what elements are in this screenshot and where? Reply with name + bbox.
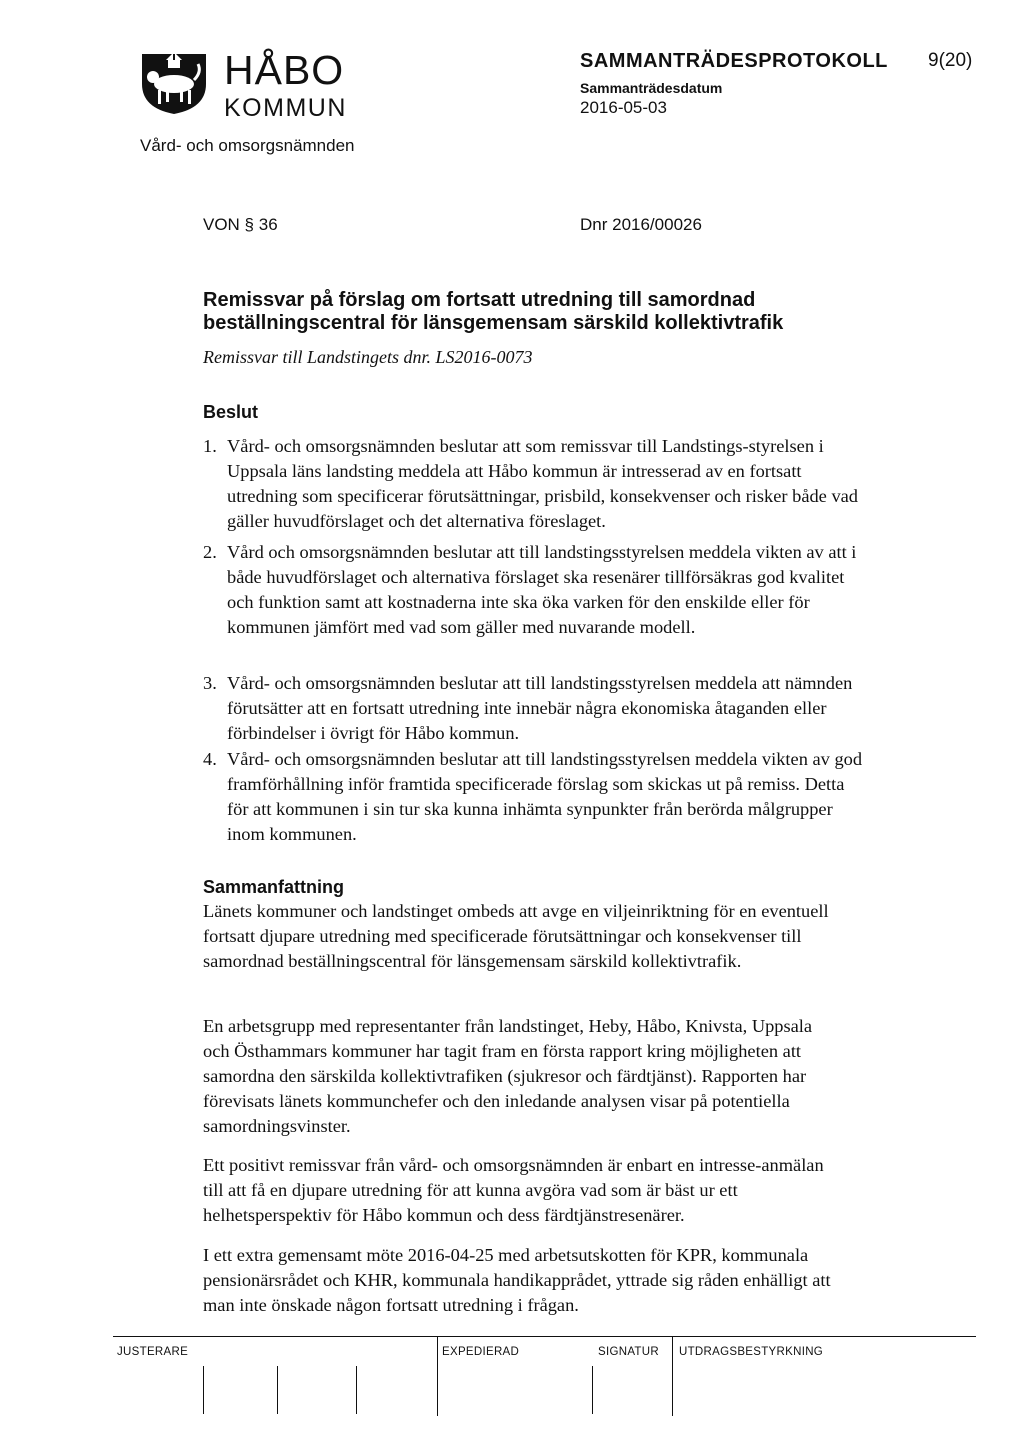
decision-item-text: Vård- och omsorgsnämnden beslutar att som remissvar till Landstings-styrelsen i Uppsala läns landsting meddela att Håbo kommun är intresserad av en fortsatt utredning som specificerar förutsättningar, prisbild, konsekvenser och risker både vad gäller huvudförslaget och det alternativa föreslaget. bbox=[227, 436, 858, 531]
decision-item-number: 1. bbox=[203, 436, 217, 456]
summary-paragraph: En arbetsgrupp med representanter från landstinget, Heby, Håbo, Knivsta, Uppsala och Östhammars kommuner har tagit fram en första rapport kring möjligheten att samordna den särskilda kollektivtrafiken (sjukresor och färdtjänst). Rapporten har förevisats länets kommunchefer och den inledande analysen visar på potentiella samordningsvinster. bbox=[203, 1016, 813, 1136]
diary-number: Dnr 2016/00026 bbox=[580, 215, 702, 234]
decision-item-text: Vård- och omsorgsnämnden beslutar att till landstingsstyrelsen meddela att nämnden förutsätter att en fortsatt utredning inte innebär några ekonomiska åtaganden eller förbindelser i övrigt för Håbo kommun. bbox=[227, 673, 853, 743]
decision-item-text: Vård och omsorgsnämnden beslutar att till landstingsstyrelsen meddela vikten av att i både huvudförslaget och alternativa förslaget ska resenärer tillförsäkras god kvalitet och funktion samt att kostnaderna inte ska öka varken för den enskilde eller för kommunen jämfört med vad som gäller med nuvarande modell. bbox=[227, 542, 857, 637]
signature-box-divider bbox=[592, 1366, 593, 1414]
signatur-label: SIGNATUR bbox=[598, 1346, 659, 1358]
decision-item-text: Vård- och omsorgsnämnden beslutar att till landstingsstyrelsen meddela vikten av god framförhållning inför framtida specificerade förslag som skickas ut på remiss. Detta för att kommunen i sin tur ska kunna inhämta synpunkter från berörda målgrupper inom kommunen. bbox=[227, 749, 863, 844]
committee-name: Vård- och omsorgsnämnden bbox=[140, 136, 355, 155]
summary-paragraph: Länets kommuner och landstinget ombeds att avge en viljeinriktning för en eventuell fortsatt djupare utredning med specificerade förutsättningar och konsekvenser till samordnad beställningscentral för länsgemensam särskild kollektivtrafik. bbox=[203, 901, 829, 971]
justerare-label: JUSTERARE bbox=[117, 1346, 189, 1358]
brand-subtitle: KOMMUN bbox=[224, 94, 347, 122]
brand-name: HÅBO bbox=[224, 47, 345, 93]
signature-box-divider bbox=[203, 1366, 204, 1414]
footer-divider bbox=[113, 1336, 976, 1337]
document-title: Remissvar på förslag om fortsatt utredning till samordnad beställningscentral för länsgemensam särskild kollektivtrafik bbox=[203, 289, 784, 334]
utdragsbestyrkning-label: UTDRAGSBESTYRKNING bbox=[679, 1346, 824, 1358]
beslut-heading: Beslut bbox=[203, 402, 259, 422]
document-type: SAMMANTRÄDESPROTOKOLL bbox=[580, 50, 888, 72]
decision-item-number: 4. bbox=[203, 749, 217, 769]
summary-paragraph: I ett extra gemensamt möte 2016-04-25 med arbetsutskotten för KPR, kommunala pensionärsrådet och KHR, kommunala handikapprådet, yttrade sig råden enhälligt att man inte önskade någon fortsatt utredning i frågan. bbox=[203, 1245, 831, 1315]
signature-box-divider bbox=[356, 1366, 357, 1414]
decision-item-number: 2. bbox=[203, 542, 217, 562]
footer-column-divider bbox=[672, 1336, 673, 1416]
expedierad-label: EXPEDIERAD bbox=[442, 1346, 520, 1358]
signature-box-divider bbox=[277, 1366, 278, 1414]
document-subtitle: Remissvar till Landstingets dnr. LS2016-0073 bbox=[203, 347, 533, 367]
date-value: 2016-05-03 bbox=[580, 98, 667, 117]
decision-item-number: 3. bbox=[203, 673, 217, 693]
decision-item bbox=[203, 540, 863, 640]
section-reference: VON § 36 bbox=[203, 215, 278, 234]
summary-paragraph: Ett positivt remissvar från vård- och omsorgsnämnden är enbart en intresse-anmälan till att få en djupare utredning för att kunna avgöra vad som är bäst ur ett helhetsperspektiv för Håbo kommun och dess färdtjänstresenärer. bbox=[203, 1155, 824, 1225]
sammanfattning-heading: Sammanfattning bbox=[203, 877, 345, 897]
habo-coat-of-arms-logo bbox=[138, 50, 210, 116]
footer-column-divider bbox=[437, 1336, 438, 1416]
date-label: Sammanträdesdatum bbox=[580, 80, 723, 96]
decision-item bbox=[203, 434, 863, 534]
decision-item bbox=[203, 747, 863, 847]
page-number: 9(20) bbox=[928, 50, 973, 71]
decision-item bbox=[203, 671, 863, 746]
